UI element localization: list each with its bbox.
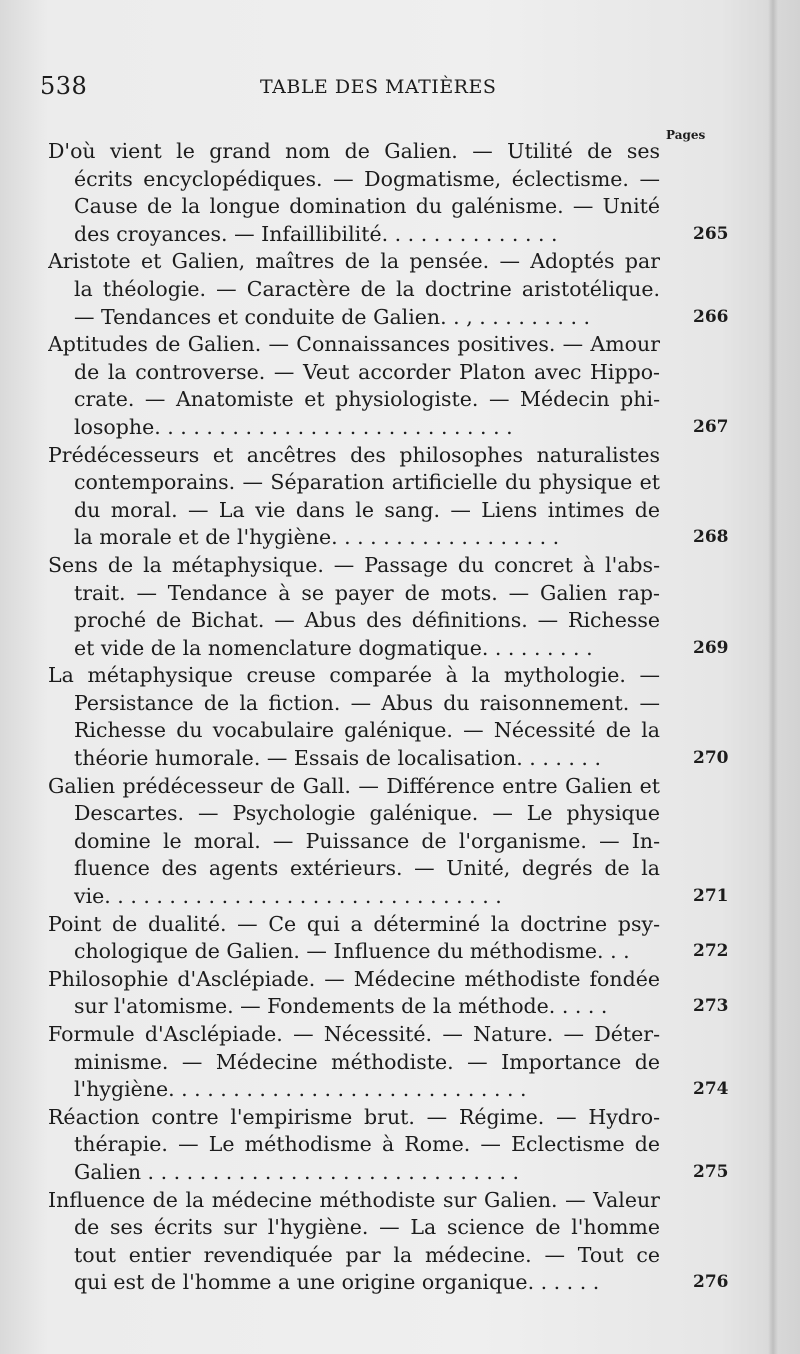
toc-entry (48, 1104, 748, 1187)
toc-entry-continuation-line: thérapie. — Le méthodisme à Rome. — Eclectisme de (74, 1132, 660, 1157)
toc-entry (48, 662, 748, 772)
toc-page-number: 267 (693, 416, 729, 437)
toc-entry-continuation-line: proché de Bichat. — Abus des définitions. — Richesse (74, 608, 660, 633)
toc-entry-continuation-line: du moral. — La vie dans le sang. — Liens intimes de (74, 497, 660, 522)
toc-entry-continuation-line: de la controverse. — Veut accorder Platon avec Hippo- (74, 359, 660, 384)
toc-entry-heading-line: Sens de la métaphysique. — Passage du concret à l'abs- (48, 552, 660, 577)
running-title: TABLE DES MATIÈRES (260, 76, 497, 98)
toc-page-number: 270 (693, 748, 729, 769)
toc-entry-continuation-line: des croyances. — Infaillibilité. . . . . . . . . . . . . . (74, 221, 558, 246)
toc-entry-continuation-line: minisme. — Médecine méthodiste. — Importance de (74, 1049, 660, 1074)
toc-entry (48, 248, 748, 331)
toc-entry-continuation-line: trait. — Tendance à se payer de mots. — Galien rap- (74, 580, 660, 605)
toc-entry-continuation-line: Cause de la longue domination du galénisme. — Unité (74, 194, 660, 219)
running-header (40, 72, 680, 106)
toc-entry (48, 1021, 748, 1104)
toc-entry (48, 442, 748, 552)
toc-page-number: 274 (693, 1079, 729, 1100)
page-number: 538 (40, 72, 88, 100)
toc-entry-continuation-line: crate. — Anatomiste et physiologiste. — Médecin phi- (74, 387, 660, 412)
table-of-contents (48, 138, 748, 1297)
toc-entry (48, 773, 748, 911)
toc-entry (48, 966, 748, 1021)
toc-page-number: 272 (693, 941, 729, 962)
toc-entry-continuation-line: et vide de la nomenclature dogmatique. . . . . . . . . (74, 635, 593, 660)
toc-entry-continuation-line: fluence des agents extérieurs. — Unité, degrés de la (74, 856, 660, 881)
toc-entry-continuation-line: la théologie. — Caractère de la doctrine aristotélique. (74, 276, 660, 301)
pages-column-label: Pages (666, 128, 706, 142)
toc-page-number: 276 (693, 1272, 729, 1293)
toc-entry-continuation-line: tout entier revendiquée par la médecine. — Tout ce (74, 1242, 660, 1267)
toc-page-number: 265 (693, 223, 729, 244)
toc-entry (48, 1187, 748, 1297)
toc-page-number: 271 (693, 886, 729, 907)
toc-entry-heading-line: La métaphysique creuse comparée à la mythologie. — (48, 663, 660, 688)
toc-page-number: 273 (693, 996, 729, 1017)
toc-entry-continuation-line: de ses écrits sur l'hygiène. — La science de l'homme (74, 1215, 660, 1240)
toc-page-number: 266 (693, 306, 729, 327)
toc-page-number: 268 (693, 527, 729, 548)
toc-entry (48, 911, 748, 966)
toc-entry-continuation-line: domine le moral. — Puissance de l'organisme. — In- (74, 828, 660, 853)
toc-entry-continuation-line: l'hygiène. . . . . . . . . . . . . . . . . . . . . . . . . . . . (74, 1077, 527, 1102)
toc-entry (48, 331, 748, 441)
toc-entry-heading-line: Aptitudes de Galien. — Connaissances positives. — Amour (48, 332, 660, 357)
toc-entry-continuation-line: Persistance de la fiction. — Abus du raisonnement. — (74, 690, 660, 715)
toc-entry-continuation-line: Galien . . . . . . . . . . . . . . . . . . . . . . . . . . . . . (74, 1159, 519, 1184)
toc-entry-heading-line: Philosophie d'Asclépiade. — Médecine méthodiste fondée (48, 966, 660, 991)
toc-entry-heading-line: Aristote et Galien, maîtres de la pensée. — Adoptés par (48, 249, 660, 274)
toc-entry-continuation-line: — Tendances et conduite de Galien. . , . . . . . . . . . (74, 304, 591, 329)
toc-entry-heading-line: Réaction contre l'empirisme brut. — Régime. — Hydro- (48, 1104, 660, 1129)
toc-entry (48, 138, 748, 248)
toc-entry-continuation-line: Richesse du vocabulaire galénique. — Nécessité de la (74, 718, 660, 743)
toc-entry-continuation-line: la morale et de l'hygiène. . . . . . . . . . . . . . . . . . (74, 525, 560, 550)
toc-entry-continuation-line: écrits encyclopédiques. — Dogmatisme, éclectisme. — (74, 166, 660, 191)
toc-entry-continuation-line: contemporains. — Séparation artificielle du physique et (74, 470, 660, 495)
toc-entry-continuation-line: qui est de l'homme a une origine organique. . . . . . (74, 1270, 600, 1295)
toc-entry-heading-line: D'où vient le grand nom de Galien. — Utilité de ses (48, 139, 660, 163)
toc-page-number: 275 (693, 1161, 729, 1182)
toc-entry-continuation-line: vie. . . . . . . . . . . . . . . . . . . . . . . . . . . . . . . (74, 884, 502, 909)
toc-page-number: 269 (693, 637, 729, 658)
toc-entry-continuation-line: chologique de Galien. — Influence du méthodisme. . . (74, 939, 630, 964)
toc-entry-continuation-line: Descartes. — Psychologie galénique. — Le physique (74, 801, 660, 826)
toc-entry-heading-line: Galien prédécesseur de Gall. — Différence entre Galien et (48, 773, 660, 798)
toc-entry-continuation-line: sur l'atomisme. — Fondements de la méthode. . . . . (74, 994, 608, 1019)
toc-entry-heading-line: Prédécesseurs et ancêtres des philosophes naturalistes (48, 442, 660, 467)
page-edge-shadow (768, 0, 778, 1354)
toc-entry-heading-line: Formule d'Asclépiade. — Nécessité. — Nature. — Déter- (48, 1022, 660, 1046)
toc-entry (48, 552, 748, 662)
toc-entry-continuation-line: losophe. . . . . . . . . . . . . . . . . . . . . . . . . . . . (74, 414, 513, 439)
toc-entry-heading-line: Point de dualité. — Ce qui a déterminé la doctrine psy- (48, 911, 660, 936)
toc-entry-heading-line: Influence de la médecine méthodiste sur Galien. — Valeur (48, 1187, 660, 1212)
toc-entry-continuation-line: théorie humorale. — Essais de localisation. . . . . . . (74, 746, 601, 771)
